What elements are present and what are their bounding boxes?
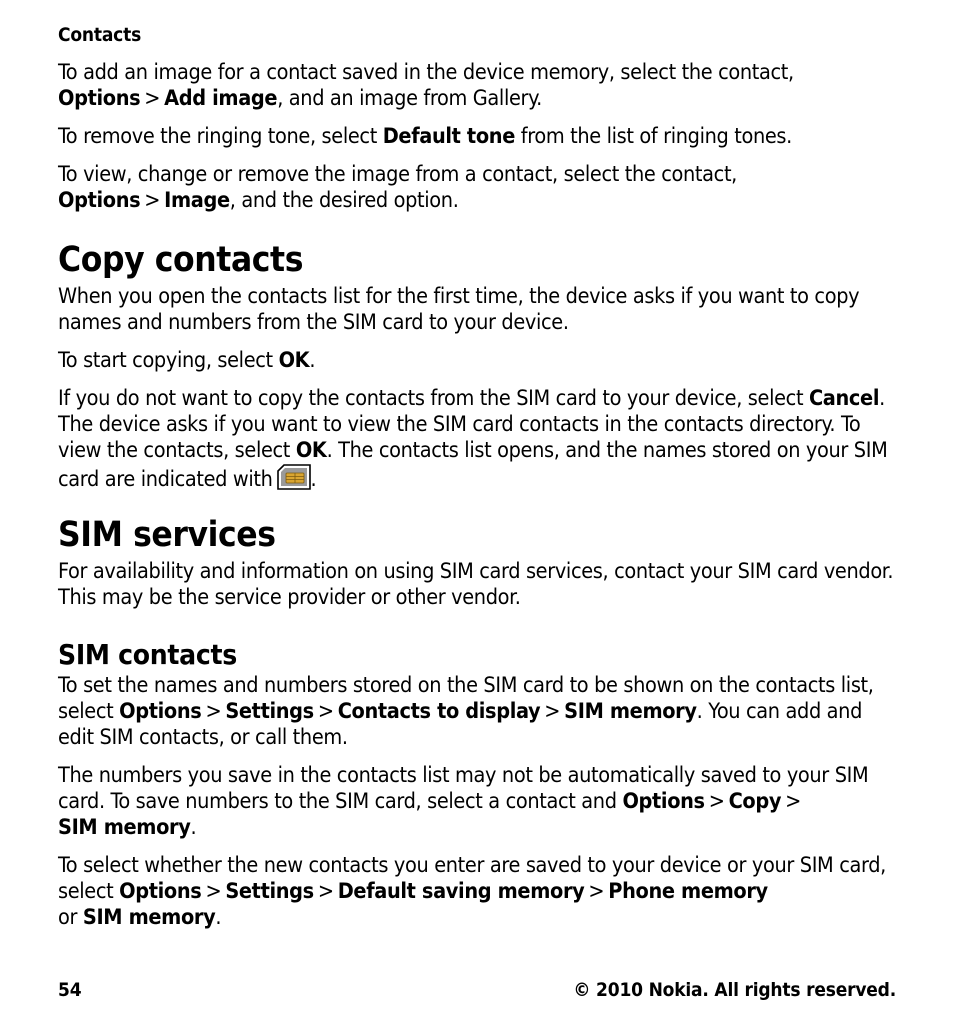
sim-services-paragraph: For availability and information on using SIM card services, contact your SIM card vendor. This may be the service provider or other vendor. bbox=[58, 559, 894, 610]
sim-card-icon bbox=[277, 464, 311, 490]
copy-contacts-paragraph-3: If you do not want to copy the contacts from the SIM card to your device, select Cancel. The device asks if you want to view the SIM card contacts in the contacts directory. To view the contacts, select OK. The contacts list opens, and the names stored on your SIM card are indicated with . bbox=[58, 386, 888, 492]
heading-copy-contacts: Copy contacts bbox=[58, 240, 304, 280]
copy-contacts-paragraph-1: When you open the contacts list for the first time, the device asks if you want to copy names and numbers from the SIM card to your device. bbox=[58, 284, 860, 335]
sim-contacts-paragraph-1: To set the names and numbers stored on the SIM card to be shown on the contacts list, select Options > Settings > Contacts to display > SIM memory. You can add and edit SIM contacts, or call them. bbox=[58, 673, 874, 750]
heading-sim-contacts: SIM contacts bbox=[58, 638, 237, 671]
copy-contacts-paragraph-2: To start copying, select OK. bbox=[58, 348, 316, 373]
running-header: Contacts bbox=[58, 24, 142, 46]
copyright-notice: © 2010 Nokia. All rights reserved. bbox=[573, 979, 896, 1001]
page-content bbox=[58, 60, 898, 943]
intro-paragraph-ringing-tone: To remove the ringing tone, select Default tone from the list of ringing tones. bbox=[58, 124, 792, 149]
intro-paragraph-add-image: To add an image for a contact saved in the device memory, select the contact, Options > Add image, and an image from Gallery. bbox=[58, 60, 794, 111]
page-number: 54 bbox=[58, 979, 82, 1001]
heading-sim-services: SIM services bbox=[58, 515, 276, 555]
sim-contacts-paragraph-2: The numbers you save in the contacts list may not be automatically saved to your SIM card. To save numbers to the SIM card, select a contact and Options > Copy > SIM memory. bbox=[58, 763, 869, 840]
intro-paragraph-view-image: To view, change or remove the image from a contact, select the contact, Options > Image, and the desired option. bbox=[58, 162, 737, 213]
sim-contacts-paragraph-3: To select whether the new contacts you enter are saved to your device or your SIM card, select Options > Settings > Default saving memory > Phone memory or SIM memory. bbox=[58, 853, 886, 930]
